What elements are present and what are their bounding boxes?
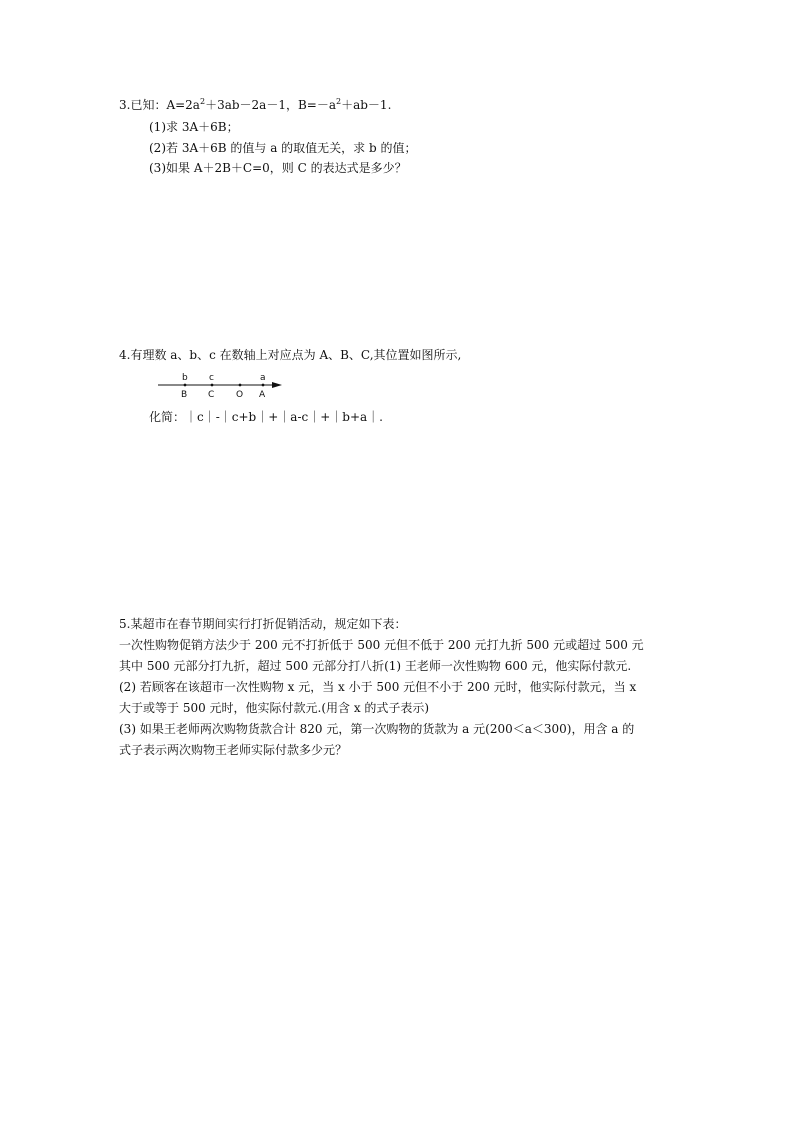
- label-A: A: [259, 390, 266, 400]
- q3-stem-text: 3.已知：A=2a: [119, 98, 200, 112]
- q5-line4: (2) 若顾客在该超市一次性购物 x 元，当 x 小于 500 元但不小于 200 元时，他实际付款元，当 x: [119, 680, 637, 694]
- point-b: [184, 384, 187, 387]
- q5-line3: 其中 500 元部分打九折，超过 500 元部分打八折(1) 王老师一次性购物 600 元，他实际付款元.: [119, 659, 632, 673]
- label-C: C: [208, 390, 215, 400]
- number-line-figure: [155, 372, 285, 402]
- q5-line2: 一次性购物促销方法少于 200 元不打折低于 500 元但不低于 200 元打九折 500 元或超过 500 元: [119, 638, 644, 652]
- point-o: [239, 384, 242, 387]
- q3-stem-text: ＋3ab－2a－1，B=－a: [205, 98, 336, 112]
- q4-simplify: 化简：｜c｜-｜c+b｜+｜a-c｜+｜b+a｜.: [149, 410, 383, 424]
- point-c: [211, 384, 214, 387]
- q3-part1: (1)求 3A＋6B；: [149, 120, 239, 134]
- q3-exponent: 2: [336, 97, 342, 106]
- number-line-arrow: [272, 382, 282, 388]
- q5-line6: (3) 如果王老师两次购物货款合计 820 元，第一次购物的货款为 a 元(200＜a＜300)，用含 a 的: [119, 722, 635, 736]
- q3-part2: (2)若 3A＋6B 的值与 a 的取值无关，求 b 的值；: [149, 141, 417, 155]
- q5-line1: 5.某超市在春节期间实行打折促销活动，规定如下表：: [119, 617, 407, 631]
- label-B: B: [181, 390, 188, 400]
- q3-exponent: 2: [199, 97, 206, 106]
- label-b: b: [182, 373, 188, 383]
- q4-stem: 4.有理数 a、b、c 在数轴上对应点为 A、B、C,其位置如图所示,: [119, 348, 462, 362]
- q3-stem: [119, 97, 391, 113]
- label-c: c: [209, 373, 214, 383]
- q3-part3: (3)如果 A＋2B＋C=0，则 C 的表达式是多少？: [149, 161, 407, 175]
- q5-line7: 式子表示两次购物王老师实际付款多少元？: [119, 743, 348, 757]
- label-a: a: [260, 373, 266, 383]
- point-a: [262, 384, 265, 387]
- q5-line5: 大于或等于 500 元时，他实际付款元.(用含 x 的式子表示): [119, 701, 430, 715]
- label-O: O: [236, 390, 244, 400]
- q3-stem-text: ＋ab－1.: [341, 98, 392, 112]
